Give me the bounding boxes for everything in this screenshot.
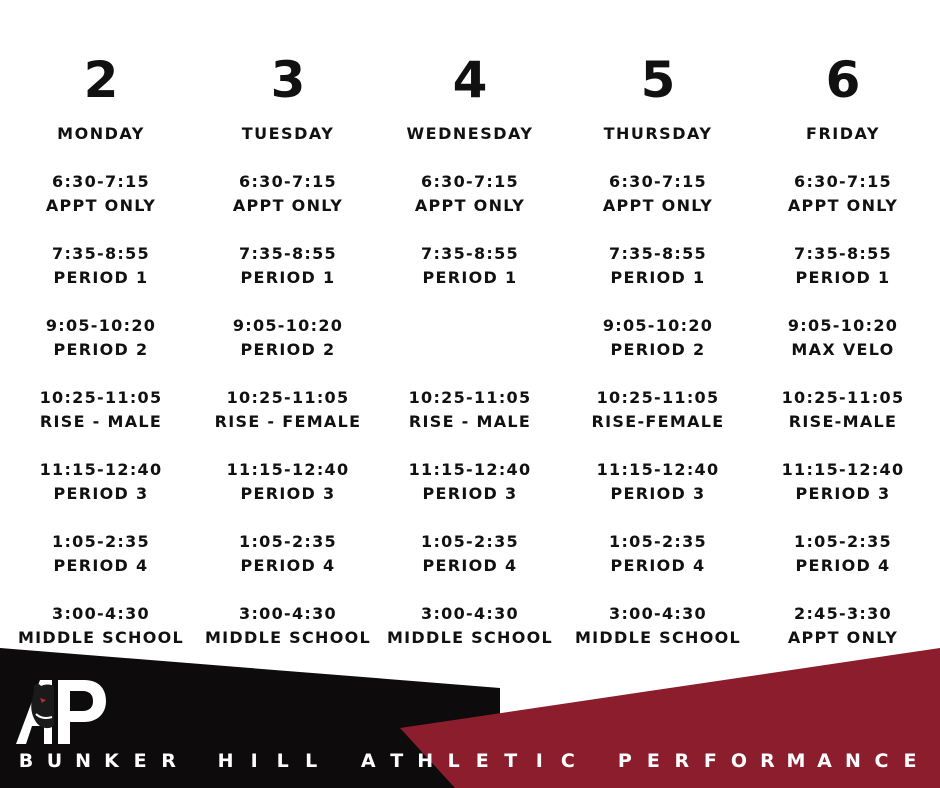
slot-label: MIDDLE SCHOOL [386, 628, 554, 647]
time-slot [743, 170, 940, 218]
slot-time: 6:30-7:15 [421, 172, 519, 191]
slot-time: 6:30-7:15 [609, 172, 707, 191]
brand-letter: M [786, 750, 806, 772]
time-slot-empty [370, 314, 570, 362]
slot-time: 1:05-2:35 [239, 532, 337, 551]
brand-letter: T [504, 750, 518, 772]
brand-letter: N [845, 750, 861, 772]
slot-time: 10:25-11:05 [226, 388, 350, 407]
time-slot [743, 530, 940, 578]
slot-time: 3:00-4:30 [52, 604, 150, 623]
slot-time: 7:35-8:55 [609, 244, 707, 263]
slot-label: PERIOD 4 [53, 556, 149, 575]
time-slot [188, 314, 388, 362]
slot-label: PERIOD 1 [422, 268, 518, 287]
brand-letter: A [360, 750, 376, 772]
slot-time: 3:00-4:30 [421, 604, 519, 623]
slot-time: 10:25-11:05 [39, 388, 163, 407]
brand-letter: C [874, 750, 889, 772]
slot-label: APPT ONLY [787, 196, 899, 215]
day-name: MONDAY [57, 124, 145, 143]
brand-letter: E [475, 750, 489, 772]
slot-label: PERIOD 1 [795, 268, 891, 287]
slot-time: 6:30-7:15 [52, 172, 150, 191]
time-slot [188, 530, 388, 578]
slot-label: APPT ONLY [232, 196, 344, 215]
logo-letter-p [58, 680, 106, 744]
slot-time: 11:15-12:40 [39, 460, 163, 479]
time-slot [558, 242, 758, 290]
day-number: 3 [270, 51, 306, 109]
slot-time: 7:35-8:55 [52, 244, 150, 263]
slot-time: 6:30-7:15 [794, 172, 892, 191]
slot-label: PERIOD 2 [610, 340, 706, 359]
slot-time: 10:25-11:05 [781, 388, 905, 407]
brand-letter: H [417, 750, 434, 772]
slot-time: 3:00-4:30 [239, 604, 337, 623]
day-name: THURSDAY [603, 124, 713, 143]
slot-label: PERIOD 4 [795, 556, 891, 575]
slot-time: 1:05-2:35 [794, 532, 892, 551]
time-slot [558, 314, 758, 362]
slot-label: RISE - MALE [39, 412, 163, 431]
slot-time: 11:15-12:40 [226, 460, 350, 479]
slot-label: RISE - FEMALE [214, 412, 362, 431]
brand-letter: N [75, 750, 91, 772]
time-slot [558, 458, 758, 506]
slot-time: 3:00-4:30 [609, 604, 707, 623]
time-slot [1, 458, 201, 506]
bear-head-icon [14, 676, 110, 746]
slot-label: MIDDLE SCHOOL [17, 628, 185, 647]
brand-letter: A [817, 750, 832, 772]
brand-letter: L [305, 750, 318, 772]
slot-label: PERIOD 3 [795, 484, 891, 503]
slot-time: 11:15-12:40 [596, 460, 720, 479]
slot-time: 2:45-3:30 [794, 604, 892, 623]
time-slot [743, 458, 940, 506]
brand-letter: R [674, 750, 690, 772]
slot-label: PERIOD 4 [240, 556, 336, 575]
slot-time: 7:35-8:55 [794, 244, 892, 263]
time-slot [370, 386, 570, 434]
slot-label: PERIOD 2 [53, 340, 149, 359]
time-slot [370, 242, 570, 290]
time-slot [188, 386, 388, 434]
slot-label: PERIOD 3 [610, 484, 706, 503]
time-slot [370, 530, 570, 578]
day-number: 6 [825, 51, 861, 109]
slot-time: 1:05-2:35 [609, 532, 707, 551]
time-slot [370, 458, 570, 506]
slot-time: 1:05-2:35 [421, 532, 519, 551]
day-number: 2 [83, 51, 119, 109]
slot-label: APPT ONLY [787, 628, 899, 647]
brand-letter: C [560, 750, 575, 772]
slot-label: RISE-FEMALE [591, 412, 725, 431]
time-slot [370, 170, 570, 218]
brand-letter: I [250, 750, 258, 772]
brand-letter: I [535, 750, 543, 772]
slot-time: 10:25-11:05 [408, 388, 532, 407]
slot-label: RISE - MALE [408, 412, 532, 431]
slot-time: 9:05-10:20 [787, 316, 899, 335]
slot-label: PERIOD 2 [240, 340, 336, 359]
brand-letter: H [217, 750, 234, 772]
slot-time: 7:35-8:55 [421, 244, 519, 263]
time-slot [188, 242, 388, 290]
brand-letter: L [447, 750, 460, 772]
slot-label: APPT ONLY [602, 196, 714, 215]
brand-letter: E [646, 750, 660, 772]
slot-label: MIDDLE SCHOOL [574, 628, 742, 647]
slot-time: 9:05-10:20 [232, 316, 344, 335]
slot-label: APPT ONLY [414, 196, 526, 215]
slot-label: PERIOD 3 [422, 484, 518, 503]
slot-label: PERIOD 1 [53, 268, 149, 287]
slot-label: MAX VELO [791, 340, 895, 359]
slot-label: RISE-MALE [788, 412, 898, 431]
time-slot [188, 170, 388, 218]
slot-time: 7:35-8:55 [239, 244, 337, 263]
slot-time: 11:15-12:40 [781, 460, 905, 479]
time-slot [743, 242, 940, 290]
slot-label: PERIOD 4 [422, 556, 518, 575]
day-number: 4 [452, 51, 488, 109]
brand-name [0, 748, 940, 774]
slot-label: PERIOD 3 [240, 484, 336, 503]
day-name: FRIDAY [806, 124, 880, 143]
brand-letter: O [730, 750, 747, 772]
brand-logo [14, 676, 110, 746]
day-name: WEDNESDAY [406, 124, 534, 143]
brand-letter: R [760, 750, 775, 772]
brand-letter: E [133, 750, 147, 772]
brand-letter: B [18, 750, 34, 772]
slot-label: PERIOD 1 [610, 268, 706, 287]
time-slot [1, 242, 201, 290]
time-slot [743, 314, 940, 362]
brand-letter: T [390, 750, 404, 772]
slot-label: PERIOD 1 [240, 268, 336, 287]
brand-letter: K [104, 750, 119, 772]
time-slot [743, 386, 940, 434]
slot-time: 6:30-7:15 [239, 172, 337, 191]
time-slot [558, 170, 758, 218]
day-number: 5 [640, 51, 676, 109]
slot-label: PERIOD 3 [53, 484, 149, 503]
slot-label: APPT ONLY [45, 196, 157, 215]
time-slot [1, 314, 201, 362]
time-slot [558, 386, 758, 434]
slot-time: 1:05-2:35 [52, 532, 150, 551]
slot-label: MIDDLE SCHOOL [204, 628, 372, 647]
time-slot [188, 458, 388, 506]
slot-time: 9:05-10:20 [45, 316, 157, 335]
brand-letter: F [703, 750, 717, 772]
brand-letter: L [276, 750, 289, 772]
brand-letter: U [46, 750, 63, 772]
time-slot [558, 530, 758, 578]
brand-letter: E [903, 750, 917, 772]
slot-label: PERIOD 4 [610, 556, 706, 575]
slot-time: 10:25-11:05 [596, 388, 720, 407]
time-slot [1, 170, 201, 218]
day-name: TUESDAY [241, 124, 335, 143]
brand-letter: R [161, 750, 176, 772]
time-slot [1, 530, 201, 578]
time-slot [1, 386, 201, 434]
brand-letter: P [617, 750, 632, 772]
slot-time: 9:05-10:20 [602, 316, 714, 335]
slot-time: 11:15-12:40 [408, 460, 532, 479]
